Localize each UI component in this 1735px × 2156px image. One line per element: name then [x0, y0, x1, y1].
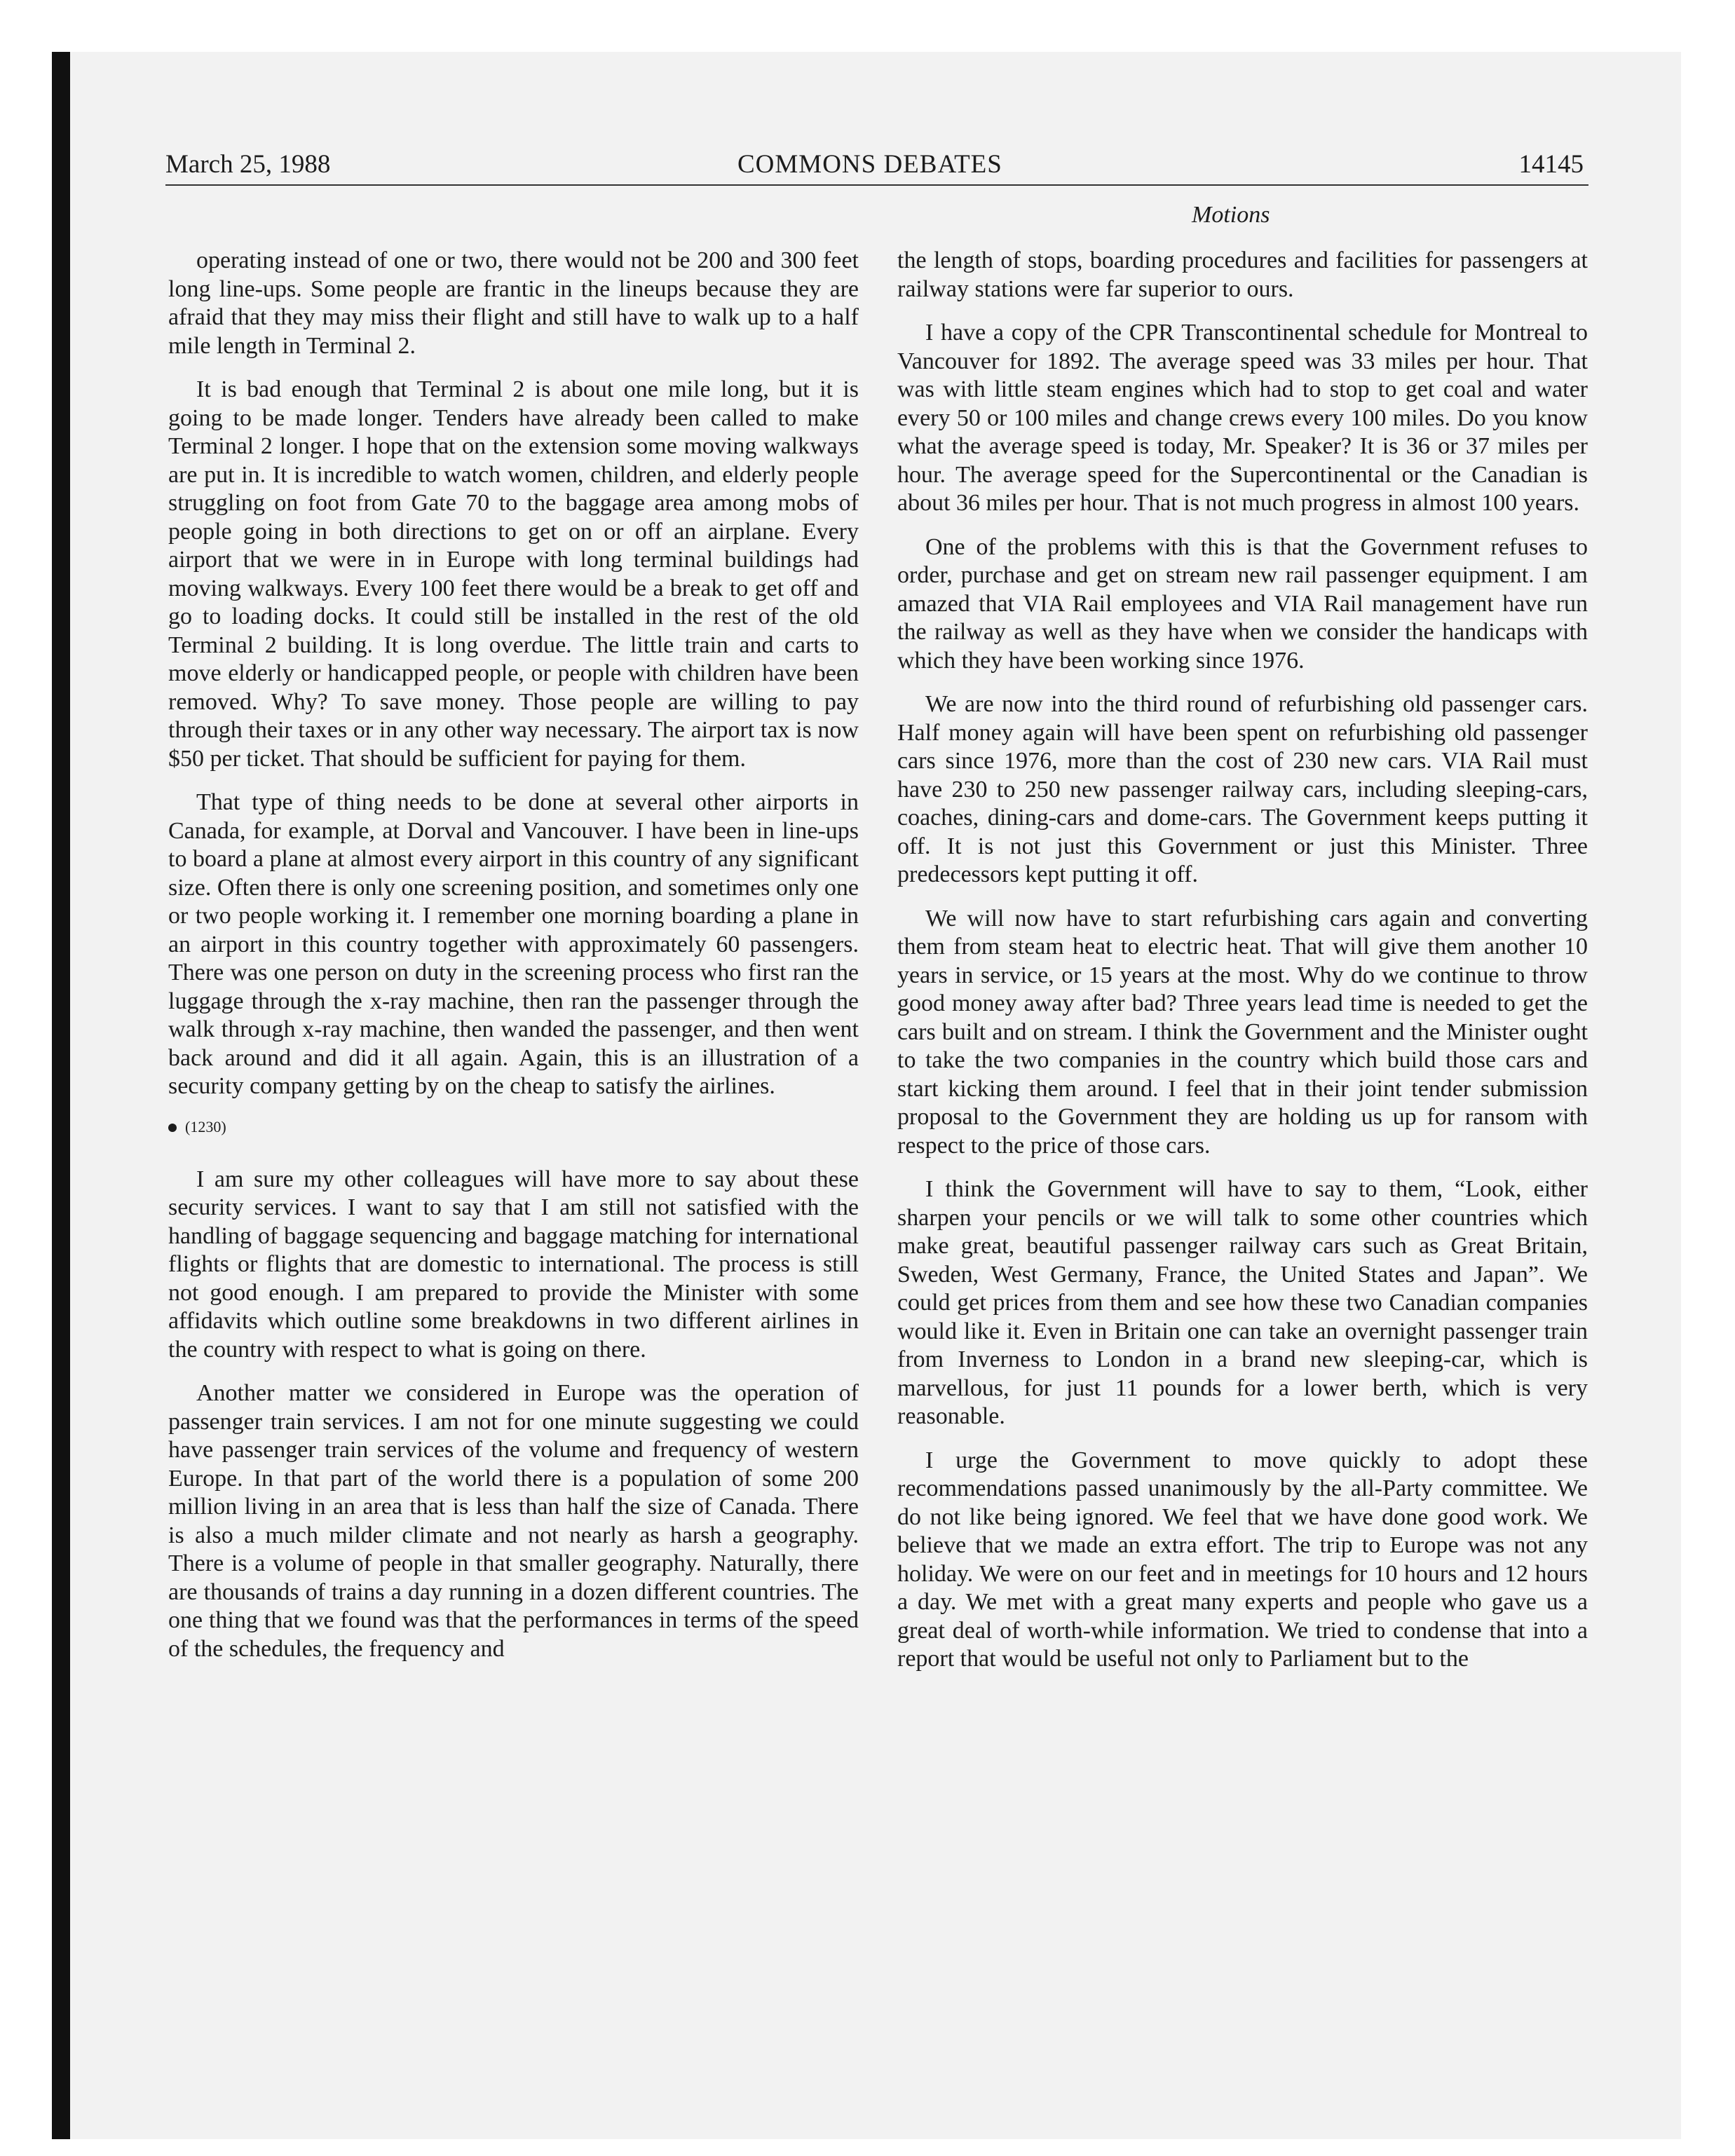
- paragraph: We are now into the third round of refurbishing old passenger cars. Half money again will have been spent on refurbishing old passenger cars since 1976, more than the cost of 230 new cars. VIA Rail must have 230 to 250 new passenger railway cars, including sleeping-cars, coaches, dining-cars and dome-cars. The Government keeps putting it off. It is not just this Government or just this Minister. Three predecessors kept putting it off.: [897, 691, 1588, 887]
- header-title: COMMONS DEBATES: [737, 150, 1002, 179]
- paragraph: the length of stops, boarding procedures and facilities for passengers at railway stations were far superior to ours.: [897, 247, 1588, 302]
- right-column: [897, 247, 1588, 1689]
- paragraph: It is bad enough that Terminal 2 is about one mile long, but it is going to be made longer. Tenders have already been called to make Terminal 2 longer. I hope that on the extension some moving walkways are put in. It is incredible to watch women, children, and elderly people struggling on foot from Gate 70 to the baggage area among mobs of people going in both directions to get on or off an airplane. Every airport that we were in in Europe with long terminal buildings had moving walkways. Every 100 feet there would be a break to get off and go to loading docks. It could still be installed in the rest of the old Terminal 2 building. It is long overdue. The little train and carts to move elderly or handicapped people, or people with children have been removed. Why? To save money. Those people are willing to pay through their taxes or in any other way necessary. The airport tax is now $50 per ticket. That should be sufficient for paying for them.: [168, 376, 859, 772]
- paragraph: One of the problems with this is that the Government refuses to order, purchase and get on stream new rail passenger equipment. I am amazed that VIA Rail employees and VIA Rail management have run the railway as well as they have when we consider the handicaps with which they have been working since 1976.: [897, 533, 1588, 674]
- left-column: [168, 247, 859, 1679]
- header-rule: [165, 184, 1588, 186]
- time-marker-text: (1230): [185, 1117, 226, 1135]
- header-page-number: 14145: [1518, 150, 1584, 179]
- paragraph: Another matter we considered in Europe was the operation of passenger train services. I am not for one minute suggesting we could have passenger train services of the volume and frequency of western Europe. In that part of the world there is a population of some 200 million living in an area that is less than half the size of Canada. There is also a much milder climate and not nearly as harsh a geography. There is a volume of people in that smaller geography. Naturally, there are thousands of trains a day running in a dozen different countries. The one thing that we found was that the performances in terms of the speed of the schedules, the frequency and: [168, 1380, 859, 1662]
- paragraph: I am sure my other colleagues will have more to say about these security services. I want to say that I am still not satisfied with the handling of baggage sequencing and baggage matching for international flights or flights that are domestic to international. The process is still not good enough. I am prepared to provide the Minister with some affidavits which outline some breakdowns in two different airlines in the country with respect to what is going on there.: [168, 1166, 859, 1363]
- section-label: Motions: [1192, 202, 1270, 228]
- bullet-icon: [168, 1124, 177, 1132]
- header-date: March 25, 1988: [165, 150, 331, 179]
- time-marker: [168, 1117, 859, 1138]
- paragraph: operating instead of one or two, there would not be 200 and 300 feet long line-ups. Some people are frantic in the lineups because they are afraid that they may miss their flight and still have to walk up to a half mile length in Terminal 2.: [168, 247, 859, 359]
- paragraph: That type of thing needs to be done at several other airports in Canada, for example, at Dorval and Vancouver. I have been in line-ups to board a plane at almost every airport in this country of any significant size. Often there is only one screening position, and sometimes only one or two people working it. I remember one morning boarding a plane in an airport in this country together with approximately 60 passengers. There was one person on duty in the screening process who first ran the luggage through the x-ray machine, then ran the passenger through the walk through x-ray machine, then wanded the passenger, and then went back around and did it all again. Again, this is an illustration of a security company getting by on the cheap to satisfy the airlines.: [168, 789, 859, 1099]
- paragraph: I have a copy of the CPR Transcontinental schedule for Montreal to Vancouver for 1892. The average speed was 33 miles per hour. That was with little steam engines which had to stop to get coal and water every 50 or 100 miles and change crews every 100 miles. Do you know what the average speed is today, Mr. Speaker? It is 36 or 37 miles per hour. The average speed for the Supercontinental or the Canadian is about 36 miles per hour. That is not much progress in almost 100 years.: [897, 320, 1588, 516]
- paragraph: I think the Government will have to say to them, “Look, either sharpen your pencils or we will talk to some other countries which make great, beautiful passenger railway cars such as Great Britain, Sweden, West Germany, France, the United States and Japan”. We could get prices from them and see how these two Canadian companies would like it. Even in Britain one can take an overnight passenger train from Inverness to London in a brand new sleeping-car, which is marvellous, for just 11 pounds for a lower berth, which is very reasonable.: [897, 1176, 1588, 1429]
- paragraph: We will now have to start refurbishing cars again and converting them from steam heat to electric heat. That will give them another 10 years in service, or 15 years at the most. Why do we continue to throw good money away after bad? Three years lead time is needed to get the cars built and on stream. I think the Government and the Minister ought to take the two companies in the country which build those cars and start kicking them around. I feel that in their joint tender submission proposal to the Government they are holding us up for ransom with respect to the price of those cars.: [897, 905, 1588, 1159]
- scan-edge-bar: [52, 52, 70, 2139]
- paragraph: I urge the Government to move quickly to adopt these recommendations passed unanimously by the all-Party committee. We do not like being ignored. We feel that we have done good work. We believe that we made an extra effort. The trip to Europe was not any holiday. We were on our feet and in meetings for 10 hours and 12 hours a day. We met with a great many experts and people who gave us a great deal of worth-while information. We tried to condense that into a report that would be useful not only to Parliament but to the: [897, 1447, 1588, 1672]
